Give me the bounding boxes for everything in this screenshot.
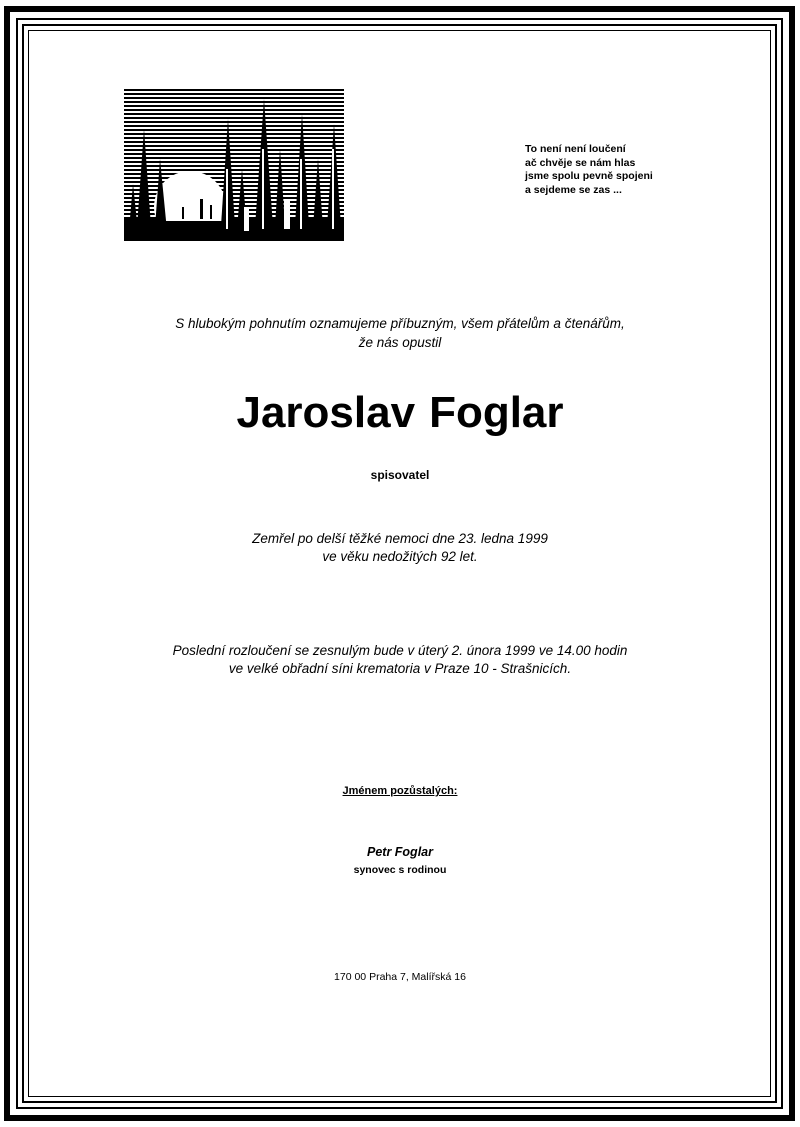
death-line: Zemřel po delší těžké nemoci dne 23. ledna 1999 xyxy=(252,531,548,546)
contact-address: 170 00 Praha 7, Malířská 16 xyxy=(334,971,466,983)
poem-line: ač chvěje se nám hlas xyxy=(525,156,636,169)
death-line: ve věku nedožitých 92 let. xyxy=(322,549,478,564)
announcement-intro xyxy=(0,314,800,352)
funeral-line: Poslední rozloučení se zesnulým bude v úterý 2. února 1999 ve 14.00 hodin xyxy=(172,643,628,658)
farewell-poem xyxy=(525,143,725,197)
poem-line: jsme spolu pevně spojeni xyxy=(525,170,653,182)
sunset-forest-illustration xyxy=(124,89,344,241)
mourner-relation: synovec s rodinou xyxy=(353,864,447,876)
deceased-name xyxy=(0,386,800,440)
intro-line: že nás opustil xyxy=(358,335,442,350)
funeral-line: ve velké obřadní síni krematoria v Praze 10 - Strašnicích. xyxy=(228,661,572,676)
deceased-first-name: Jaroslav xyxy=(236,388,416,437)
deceased-last-name: Foglar xyxy=(429,388,564,437)
occupation: spisovatel xyxy=(370,468,430,482)
death-notice xyxy=(0,530,800,566)
intro-line: S hlubokým pohnutím oznamujeme příbuzným, všem přátelům a čtenářům, xyxy=(175,316,625,331)
poem-line: a sejdeme se zas ... xyxy=(525,183,622,196)
on-behalf-label: Jménem pozůstalých: xyxy=(342,785,458,797)
mourner-name: Petr Foglar xyxy=(367,845,433,859)
poem-line: To není není loučení xyxy=(525,143,626,155)
funeral-notice xyxy=(0,642,800,678)
